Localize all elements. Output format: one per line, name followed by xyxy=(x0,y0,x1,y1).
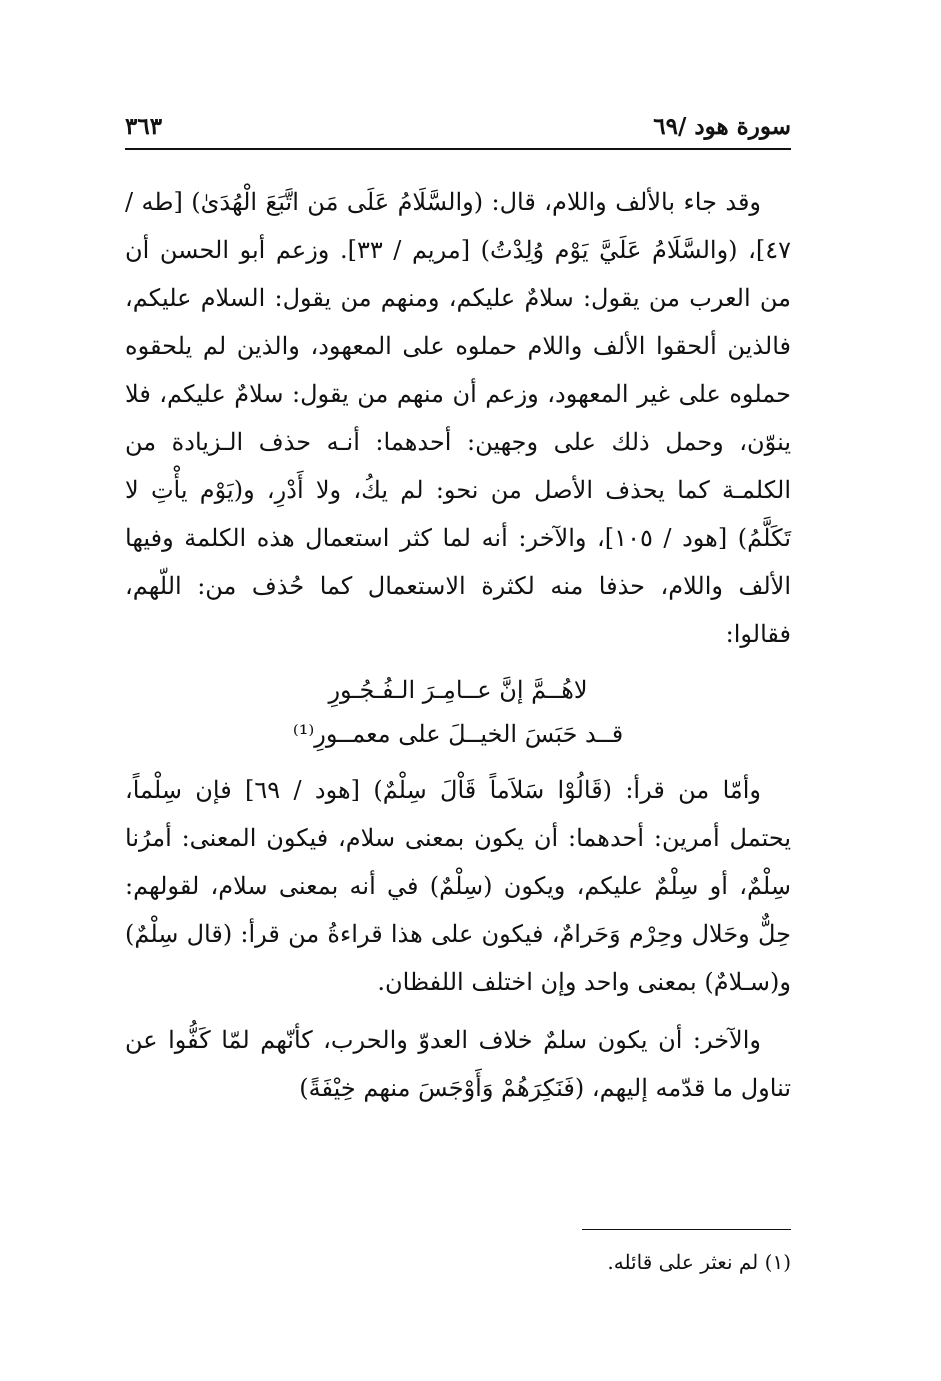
paragraph-gap xyxy=(125,1006,791,1016)
footnote-divider xyxy=(582,1229,791,1230)
page-header xyxy=(125,112,791,146)
page-body xyxy=(125,178,791,1112)
poem-verse-1: لاهُــمَّ إنَّ عــامِـرَ الـفُـجُـورِ xyxy=(328,676,588,704)
page-number: ٣٦٣ xyxy=(125,113,163,140)
poem-verse-2: قــد حَبَسَ الخيــلَ على معمــورِ⁽¹⁾ xyxy=(292,720,624,748)
surah-title: سورة هود /٦٩ xyxy=(653,113,791,140)
paragraph-3: والآخر: أن يكون سلمٌ خلاف العدوّ والحرب، كأنّهم لمّا كَفُّوا عن تناول ما قدّمه إليهم، (فَنَكِرَهُمْ وَأَوْجَسَ منهم خِيْفَةً) xyxy=(125,1026,791,1102)
footnote: (١) لم نعثر على قائله. xyxy=(607,1250,791,1274)
poem-block xyxy=(125,668,791,756)
header-divider xyxy=(125,148,791,150)
paragraph-2: وأمّا من قرأ: (قَالُوْا سَلاَماً قَاْلَ سِلْمٌ) [هود / ٦٩] فإن سِلْماً، يحتمل أمرين: أحدهما: أن يكون بمعنى سلام، فيكون المعنى: أمرُنا سِلْمٌ، أو سِلْمٌ عليكم، ويكون (سِلْمٌ) في أنه بمعنى سلام، لقولهم: حِلٌّ وحَلال وحِرْم وَحَرامٌ، فيكون على هذا قراءةُ من قرأ: (قال سِلْمٌ) و(سـلامٌ) بمعنى واحد وإن اختلف اللفظان. xyxy=(125,776,791,996)
paragraph-1: وقد جاء بالألف واللام، قال: (والسَّلَامُ عَلَى مَن اتَّبَعَ الْهُدَىٰ) [طه / ٤٧]، (والسَّلَامُ عَلَيَّ يَوْم وُلِدْتُ) [مريم / ٣٣]. وزعم أبو الحسن أن من العرب من يقول: سلامٌ عليكم، ومنهم من يقول: السلام عليكم، فالذين ألحقوا الألف واللام حملوه على المعهود، والذين لم يلحقوه حملوه على غير المعهود، وزعم أن منهم من يقول: سلامٌ عليكم، فلا ينوّن، وحمل ذلك على وجهين: أحدهما: أنـه حذف الـزيادة من الكلمـة كما يحذف الأصل من نحو: لم يكُ، ولا أَدْرِ، و(يَوْم يأْتِ لا تَكَلَّمُ) [هود / ١٠٥]، والآخر: أنه لما كثر استعمال هذه الكلمة وفيها الألف واللام، حذفا منه لكثرة الاستعمال كما حُذف من: اللّهم، فقالوا: xyxy=(125,188,792,648)
